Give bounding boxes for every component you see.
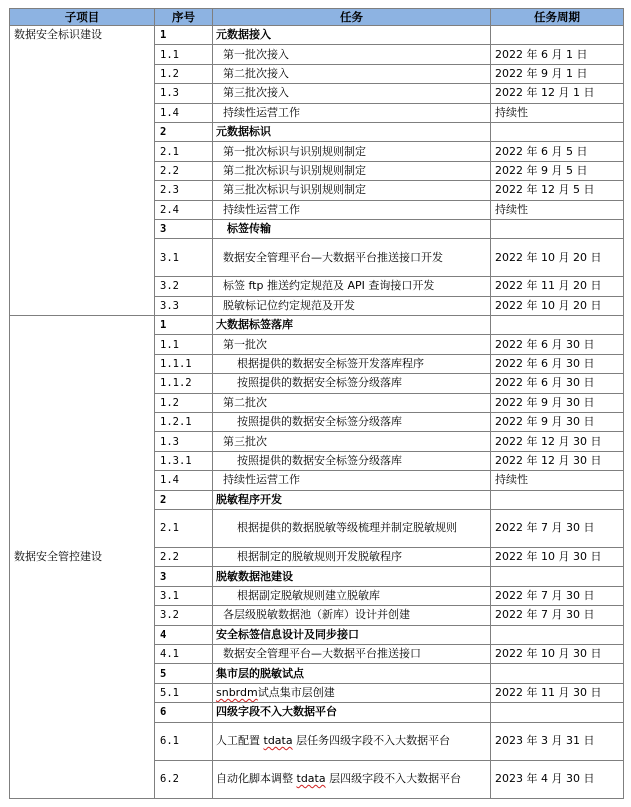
seq-cell: 1.3.1 bbox=[155, 451, 213, 470]
period-cell: 2023 年 4 月 30 日 bbox=[491, 760, 624, 798]
seq-cell: 1.1 bbox=[155, 45, 213, 64]
period-cell bbox=[491, 567, 624, 586]
task-cell: 集市层的脱敏试点 bbox=[213, 664, 491, 683]
seq-cell: 3.2 bbox=[155, 277, 213, 296]
seq-cell: 2.1 bbox=[155, 142, 213, 161]
seq-cell: 1 bbox=[155, 26, 213, 45]
seq-cell: 1.4 bbox=[155, 471, 213, 490]
task-cell: 第三批次接入 bbox=[213, 84, 491, 103]
seq-cell: 3.2 bbox=[155, 606, 213, 625]
task-text-flagged: snbrdm bbox=[216, 685, 258, 699]
seq-cell: 2 bbox=[155, 490, 213, 509]
task-cell: 持续性运营工作 bbox=[213, 103, 491, 122]
task-cell: 数据安全管理平台—大数据平台推送接口 bbox=[213, 644, 491, 663]
task-cell: 标签传输 bbox=[213, 219, 491, 238]
period-cell: 2022 年 9 月 1 日 bbox=[491, 64, 624, 83]
task-text: 层任务四级字段不入大数据平台 bbox=[292, 734, 451, 747]
header-period: 任务周期 bbox=[491, 9, 624, 26]
task-cell: 元数据标识 bbox=[213, 122, 491, 141]
period-cell: 2022 年 10 月 20 日 bbox=[491, 296, 624, 315]
period-cell: 2022 年 7 月 30 日 bbox=[491, 606, 624, 625]
header-subproject: 子项目 bbox=[10, 9, 155, 26]
seq-cell: 1.3 bbox=[155, 84, 213, 103]
seq-cell: 6.2 bbox=[155, 760, 213, 798]
seq-cell: 1.1.1 bbox=[155, 354, 213, 373]
period-cell: 2022 年 12 月 1 日 bbox=[491, 84, 624, 103]
seq-cell: 2.1 bbox=[155, 509, 213, 547]
task-cell: 各层级脱敏数据池（新库）设计并创建 bbox=[213, 606, 491, 625]
period-cell: 2022 年 10 月 30 日 bbox=[491, 547, 624, 566]
seq-cell: 2.3 bbox=[155, 181, 213, 200]
period-cell: 2022 年 6 月 30 日 bbox=[491, 374, 624, 393]
subproject-cell: 数据安全标识建设 bbox=[10, 26, 155, 316]
period-cell: 2023 年 3 月 31 日 bbox=[491, 722, 624, 760]
task-cell: 标签 ftp 推送约定规范及 API 查询接口开发 bbox=[213, 277, 491, 296]
seq-cell: 1.2 bbox=[155, 64, 213, 83]
period-cell bbox=[491, 664, 624, 683]
seq-cell: 6 bbox=[155, 703, 213, 722]
header-task: 任务 bbox=[213, 9, 491, 26]
period-cell bbox=[491, 316, 624, 335]
task-cell: 大数据标签落库 bbox=[213, 316, 491, 335]
period-cell bbox=[491, 490, 624, 509]
task-text-flagged: tdata bbox=[296, 772, 326, 785]
task-cell: 按照提供的数据安全标签分级落库 bbox=[213, 413, 491, 432]
period-cell: 2022 年 10 月 30 日 bbox=[491, 644, 624, 663]
task-cell: 第二批次接入 bbox=[213, 64, 491, 83]
task-cell: 第二批次标识与识别规则制定 bbox=[213, 161, 491, 180]
task-cell: 脱敏数据池建设 bbox=[213, 567, 491, 586]
seq-cell: 3 bbox=[155, 567, 213, 586]
seq-cell: 1.1.2 bbox=[155, 374, 213, 393]
period-cell: 2022 年 11 月 20 日 bbox=[491, 277, 624, 296]
task-table bbox=[9, 8, 624, 799]
task-cell: 按照提供的数据安全标签分级落库 bbox=[213, 374, 491, 393]
period-cell: 2022 年 6 月 5 日 bbox=[491, 142, 624, 161]
period-cell: 2022 年 9 月 30 日 bbox=[491, 413, 624, 432]
period-cell: 2022 年 12 月 30 日 bbox=[491, 451, 624, 470]
section-row bbox=[10, 26, 624, 45]
seq-cell: 3 bbox=[155, 219, 213, 238]
seq-cell: 5 bbox=[155, 664, 213, 683]
period-cell bbox=[491, 219, 624, 238]
period-cell: 2022 年 11 月 30 日 bbox=[491, 683, 624, 702]
task-cell: 根据副定脱敏规则建立脱敏库 bbox=[213, 586, 491, 605]
period-cell: 2022 年 12 月 30 日 bbox=[491, 432, 624, 451]
task-cell: 脱敏程序开发 bbox=[213, 490, 491, 509]
period-cell bbox=[491, 703, 624, 722]
task-cell: 持续性运营工作 bbox=[213, 471, 491, 490]
task-cell: 第三批次 bbox=[213, 432, 491, 451]
seq-cell: 2 bbox=[155, 122, 213, 141]
task-cell: 按照提供的数据安全标签分级落库 bbox=[213, 451, 491, 470]
seq-cell: 5.1 bbox=[155, 683, 213, 702]
task-cell bbox=[213, 760, 491, 798]
period-cell: 2022 年 7 月 30 日 bbox=[491, 509, 624, 547]
seq-cell: 2.2 bbox=[155, 161, 213, 180]
task-cell: 四级字段不入大数据平台 bbox=[213, 703, 491, 722]
period-cell: 持续性 bbox=[491, 103, 624, 122]
task-text: 自动化脚本调整 bbox=[216, 772, 297, 785]
period-cell: 2022 年 9 月 30 日 bbox=[491, 393, 624, 412]
task-cell: 根据提供的数据脱敏等级梳理并制定脱敏规则 bbox=[213, 509, 491, 547]
subproject-cell: 数据安全管控建设 bbox=[10, 316, 155, 798]
task-cell: 脱敏标记位约定规范及开发 bbox=[213, 296, 491, 315]
seq-cell: 1.3 bbox=[155, 432, 213, 451]
period-cell: 持续性 bbox=[491, 471, 624, 490]
period-cell: 2022 年 10 月 20 日 bbox=[491, 239, 624, 277]
seq-cell: 2.4 bbox=[155, 200, 213, 219]
period-cell: 2022 年 7 月 30 日 bbox=[491, 586, 624, 605]
task-cell: 数据安全管理平台—大数据平台推送接口开发 bbox=[213, 239, 491, 277]
seq-cell: 1.2.1 bbox=[155, 413, 213, 432]
period-cell: 2022 年 9 月 5 日 bbox=[491, 161, 624, 180]
period-cell: 2022 年 12 月 5 日 bbox=[491, 181, 624, 200]
task-cell: 根据提供的数据安全标签开发落库程序 bbox=[213, 354, 491, 373]
task-cell: 第一批次 bbox=[213, 335, 491, 354]
period-cell: 2022 年 6 月 30 日 bbox=[491, 335, 624, 354]
period-cell bbox=[491, 122, 624, 141]
task-text-flagged: tdata bbox=[263, 734, 293, 747]
seq-cell: 3.1 bbox=[155, 586, 213, 605]
task-cell: 根据制定的脱敏规则开发脱敏程序 bbox=[213, 547, 491, 566]
task-text: 人工配置 bbox=[216, 734, 264, 747]
task-cell: 持续性运营工作 bbox=[213, 200, 491, 219]
seq-cell: 3.1 bbox=[155, 239, 213, 277]
seq-cell: 4.1 bbox=[155, 644, 213, 663]
task-cell: 安全标签信息设计及同步接口 bbox=[213, 625, 491, 644]
task-cell: 第一批次接入 bbox=[213, 45, 491, 64]
seq-cell: 6.1 bbox=[155, 722, 213, 760]
task-text: 层四级字段不入大数据平台 bbox=[325, 772, 462, 785]
seq-cell: 1 bbox=[155, 316, 213, 335]
task-cell: 第三批次标识与识别规则制定 bbox=[213, 181, 491, 200]
seq-cell: 1.2 bbox=[155, 393, 213, 412]
period-cell: 持续性 bbox=[491, 200, 624, 219]
seq-cell: 1.1 bbox=[155, 335, 213, 354]
task-text: 试点集市层创建 bbox=[257, 685, 335, 699]
seq-cell: 4 bbox=[155, 625, 213, 644]
task-cell: 第一批次标识与识别规则制定 bbox=[213, 142, 491, 161]
seq-cell: 2.2 bbox=[155, 547, 213, 566]
task-cell: 元数据接入 bbox=[213, 26, 491, 45]
section-row bbox=[10, 316, 624, 335]
period-cell: 2022 年 6 月 1 日 bbox=[491, 45, 624, 64]
table-header-row bbox=[10, 9, 624, 26]
task-cell bbox=[213, 683, 491, 702]
task-cell bbox=[213, 722, 491, 760]
seq-cell: 3.3 bbox=[155, 296, 213, 315]
period-cell bbox=[491, 26, 624, 45]
header-seq: 序号 bbox=[155, 9, 213, 26]
task-cell: 第二批次 bbox=[213, 393, 491, 412]
period-cell bbox=[491, 625, 624, 644]
period-cell: 2022 年 6 月 30 日 bbox=[491, 354, 624, 373]
seq-cell: 1.4 bbox=[155, 103, 213, 122]
